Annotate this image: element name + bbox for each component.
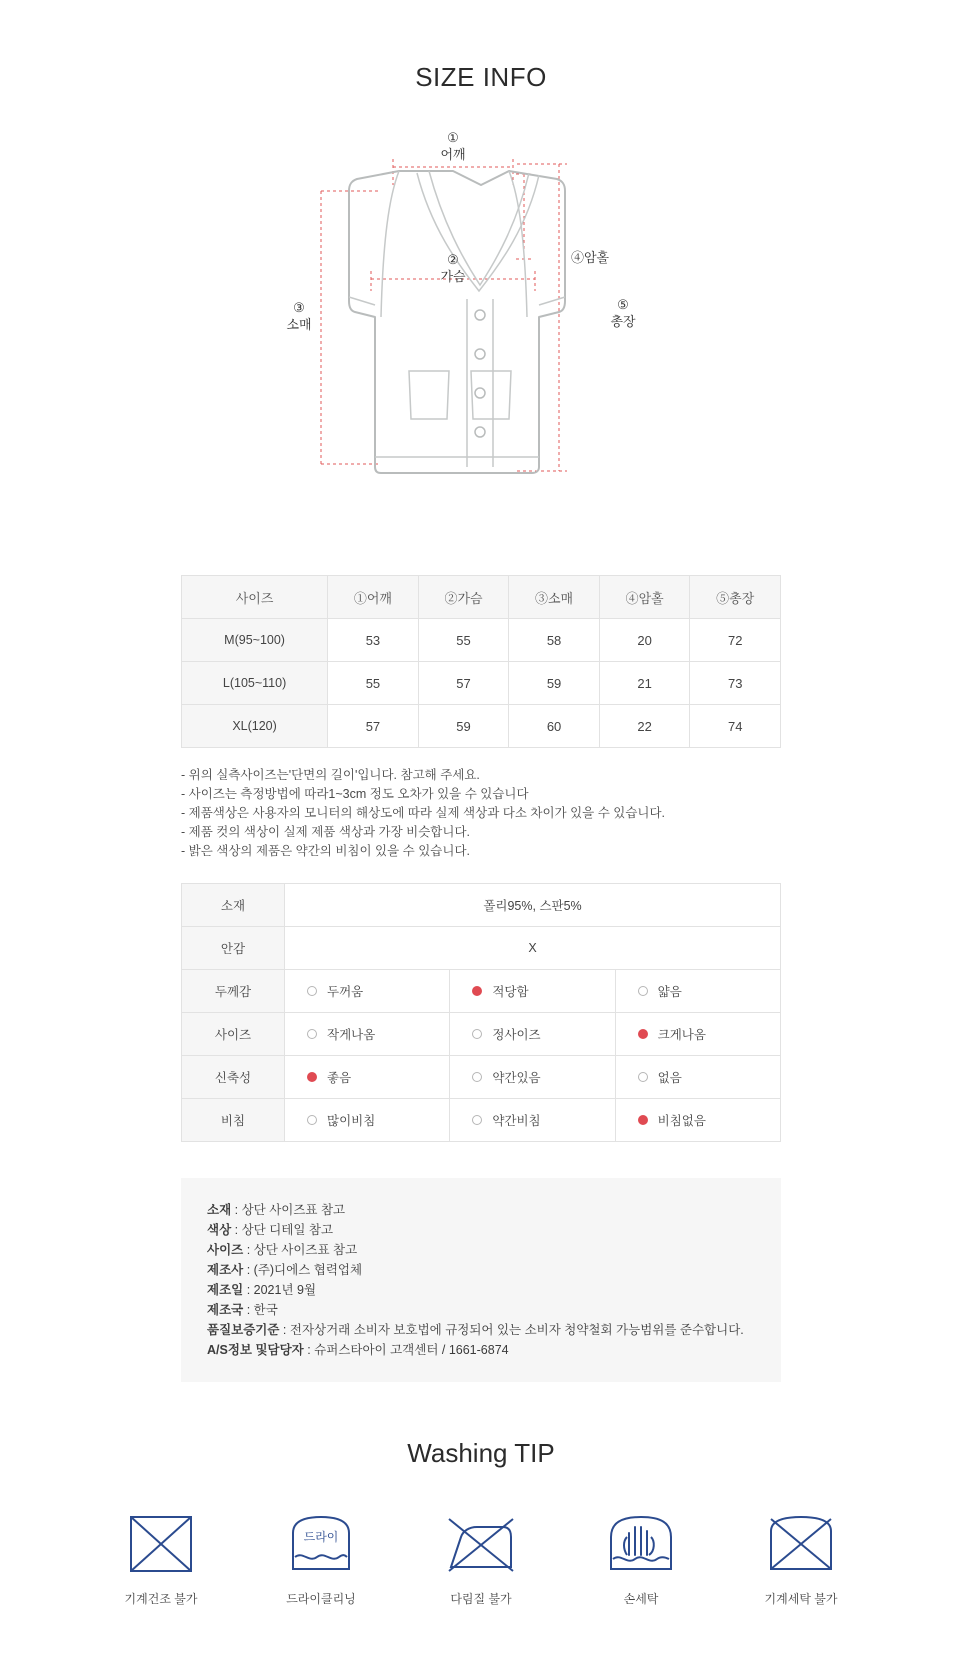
cell-armhole: 21 xyxy=(599,662,690,705)
info-line xyxy=(207,1200,755,1220)
attr-option[interactable] xyxy=(450,970,615,1013)
attr-option[interactable] xyxy=(450,1013,615,1056)
label-sleeve: 소매 xyxy=(286,317,312,332)
radio-icon[interactable] xyxy=(307,1029,317,1039)
washing-item-no-iron xyxy=(421,1511,541,1607)
info-line xyxy=(207,1240,755,1260)
washing-caption: 손세탁 xyxy=(623,1592,659,1606)
info-line xyxy=(207,1340,755,1360)
note-line: - 제품 컷의 색상이 실제 제품 색상과 가장 비슷합니다. xyxy=(181,825,470,839)
washing-item-no-machine-wash xyxy=(741,1511,861,1607)
table-row xyxy=(182,705,781,748)
washing-caption: 기계세탁 불가 xyxy=(764,1592,838,1606)
attr-label-elasticity: 신축성 xyxy=(182,1056,285,1099)
table-row xyxy=(182,662,781,705)
col-chest: ②가슴 xyxy=(418,576,509,619)
table-row xyxy=(182,619,781,662)
radio-icon[interactable] xyxy=(307,1115,317,1125)
info-value: : 상단 사이즈표 참고 xyxy=(231,1203,346,1217)
washing-icon-row xyxy=(0,1511,962,1663)
washing-item-no-tumble-dry xyxy=(101,1511,221,1607)
cell-sleeve: 58 xyxy=(509,619,600,662)
info-value: : 한국 xyxy=(243,1303,278,1317)
label-armhole: ④암홀 xyxy=(571,250,610,265)
row-size-label: L(105~110) xyxy=(182,662,328,705)
info-value: : 상단 디테일 참고 xyxy=(231,1223,334,1237)
cell-armhole: 22 xyxy=(599,705,690,748)
attr-option-label: 약간비침 xyxy=(492,1114,541,1128)
info-key: 제조국 xyxy=(207,1303,244,1317)
no-tumble-dry-icon xyxy=(123,1511,199,1577)
info-value: : 전자상거래 소비자 보호법에 규정되어 있는 소비자 청약철회 가능범위를 준수합니다. xyxy=(279,1323,744,1337)
note-line: - 위의 실측사이즈는'단면의 길이'입니다. 참고해 주세요. xyxy=(181,768,480,782)
attr-value-material: 폴리95%, 스판5% xyxy=(285,884,781,927)
size-notes xyxy=(181,766,781,861)
product-attributes-table xyxy=(181,883,781,1142)
info-value: : (주)디에스 협력업체 xyxy=(243,1263,363,1277)
attr-option-label: 비침없음 xyxy=(657,1114,706,1128)
row-size-label: XL(120) xyxy=(182,705,328,748)
washing-item-dry-clean xyxy=(261,1511,381,1607)
label-length-num: ⑤ xyxy=(617,297,629,312)
cell-chest: 55 xyxy=(418,619,509,662)
cell-sleeve: 59 xyxy=(509,662,600,705)
label-shoulder-num: ① xyxy=(447,130,459,145)
cell-sleeve: 60 xyxy=(509,705,600,748)
radio-icon[interactable] xyxy=(638,1029,648,1039)
radio-icon[interactable] xyxy=(472,986,482,996)
label-sleeve-num: ③ xyxy=(293,300,305,315)
radio-icon[interactable] xyxy=(307,986,317,996)
attr-option-label: 두꺼움 xyxy=(327,985,364,999)
radio-icon[interactable] xyxy=(638,1072,648,1082)
info-value: : 슈퍼스타아이 고객센터 / 1661-6874 xyxy=(303,1343,509,1357)
info-key: 소재 xyxy=(207,1203,232,1217)
info-line xyxy=(207,1280,755,1300)
table-header-row xyxy=(182,576,781,619)
label-length: 총장 xyxy=(610,314,636,329)
washing-tip-title: Washing TIP xyxy=(407,1438,555,1468)
cardigan-illustration xyxy=(271,119,691,519)
attr-option[interactable] xyxy=(285,1099,450,1142)
attr-option-label: 좋음 xyxy=(327,1071,352,1085)
page-title: SIZE INFO xyxy=(415,62,547,92)
label-shoulder: 어깨 xyxy=(440,147,466,162)
attr-label-lining: 안감 xyxy=(182,927,285,970)
attr-option[interactable] xyxy=(285,970,450,1013)
washing-caption: 다림질 불가 xyxy=(450,1592,512,1606)
row-size-label: M(95~100) xyxy=(182,619,328,662)
attr-option[interactable] xyxy=(450,1056,615,1099)
washing-caption: 드라이클리닝 xyxy=(286,1592,356,1606)
info-key: 제조일 xyxy=(207,1283,244,1297)
attr-option-label: 적당함 xyxy=(492,985,529,999)
attr-row-elasticity xyxy=(182,1056,781,1099)
label-chest-num: ② xyxy=(447,252,459,267)
radio-icon[interactable] xyxy=(472,1115,482,1125)
attr-option-label: 많이비침 xyxy=(327,1114,376,1128)
radio-icon[interactable] xyxy=(638,1115,648,1125)
radio-icon[interactable] xyxy=(638,986,648,996)
attr-label-material: 소재 xyxy=(182,884,285,927)
info-key: 색상 xyxy=(207,1223,232,1237)
info-key: A/S정보 및담당자 xyxy=(207,1343,304,1357)
attr-label-sheerness: 비침 xyxy=(182,1099,285,1142)
cell-length: 73 xyxy=(690,662,781,705)
attr-option-label: 정사이즈 xyxy=(492,1028,541,1042)
attr-option[interactable] xyxy=(285,1013,450,1056)
cell-armhole: 20 xyxy=(599,619,690,662)
attr-option[interactable] xyxy=(615,1013,780,1056)
no-iron-icon xyxy=(443,1511,519,1577)
label-chest: 가슴 xyxy=(440,269,466,284)
radio-icon[interactable] xyxy=(472,1072,482,1082)
attr-option[interactable] xyxy=(450,1099,615,1142)
garment-diagram xyxy=(0,119,962,519)
info-value: : 2021년 9월 xyxy=(243,1283,317,1297)
attr-option-label: 작게나옴 xyxy=(327,1028,376,1042)
col-size: 사이즈 xyxy=(182,576,328,619)
size-measurement-table xyxy=(181,575,781,748)
cell-length: 72 xyxy=(690,619,781,662)
washing-caption: 기계건조 불가 xyxy=(124,1592,198,1606)
attr-row-sheerness xyxy=(182,1099,781,1142)
attr-option-label: 없음 xyxy=(657,1071,682,1085)
attr-label-size: 사이즈 xyxy=(182,1013,285,1056)
attr-option-label: 얇음 xyxy=(657,985,682,999)
attr-option[interactable] xyxy=(615,970,780,1013)
attr-row-thickness xyxy=(182,970,781,1013)
attr-option-label: 크게나옴 xyxy=(657,1028,706,1042)
info-line xyxy=(207,1320,755,1340)
info-key: 제조사 xyxy=(207,1263,244,1277)
attr-row-material xyxy=(182,884,781,927)
attr-option[interactable] xyxy=(285,1056,450,1099)
attr-value-lining: X xyxy=(285,927,781,970)
attr-row-size xyxy=(182,1013,781,1056)
col-shoulder: ①어깨 xyxy=(328,576,419,619)
attr-option[interactable] xyxy=(615,1056,780,1099)
info-line xyxy=(207,1260,755,1280)
cell-shoulder: 55 xyxy=(328,662,419,705)
col-sleeve: ③소매 xyxy=(509,576,600,619)
hand-wash-icon xyxy=(603,1511,679,1577)
info-key: 사이즈 xyxy=(207,1243,244,1257)
cell-chest: 57 xyxy=(418,662,509,705)
col-length: ⑤총장 xyxy=(690,576,781,619)
cell-length: 74 xyxy=(690,705,781,748)
note-line: - 사이즈는 측정방법에 따라1~3cm 정도 오차가 있을 수 있습니다 xyxy=(181,787,529,801)
cell-shoulder: 57 xyxy=(328,705,419,748)
info-line xyxy=(207,1300,755,1320)
no-machine-wash-icon xyxy=(763,1511,839,1577)
note-line: - 밝은 색상의 제품은 약간의 비침이 있을 수 있습니다. xyxy=(181,844,470,858)
col-armhole: ④암홀 xyxy=(599,576,690,619)
dry-clean-inner-label: 드라이 xyxy=(303,1530,339,1544)
cell-shoulder: 53 xyxy=(328,619,419,662)
washing-item-hand-wash xyxy=(581,1511,701,1607)
info-line xyxy=(207,1220,755,1240)
note-line: - 제품색상은 사용자의 모니터의 해상도에 따라 실제 색상과 다소 차이가 있을 수 있습니다. xyxy=(181,806,666,820)
attr-row-lining xyxy=(182,927,781,970)
radio-icon[interactable] xyxy=(307,1072,317,1082)
attr-option[interactable] xyxy=(615,1099,780,1142)
dry-clean-icon xyxy=(283,1511,359,1577)
product-info-box xyxy=(181,1178,781,1382)
cell-chest: 59 xyxy=(418,705,509,748)
attr-label-thickness: 두께감 xyxy=(182,970,285,1013)
radio-icon[interactable] xyxy=(472,1029,482,1039)
info-value: : 상단 사이즈표 참고 xyxy=(243,1243,358,1257)
info-key: 품질보증기준 xyxy=(207,1323,280,1337)
attr-option-label: 약간있음 xyxy=(492,1071,541,1085)
